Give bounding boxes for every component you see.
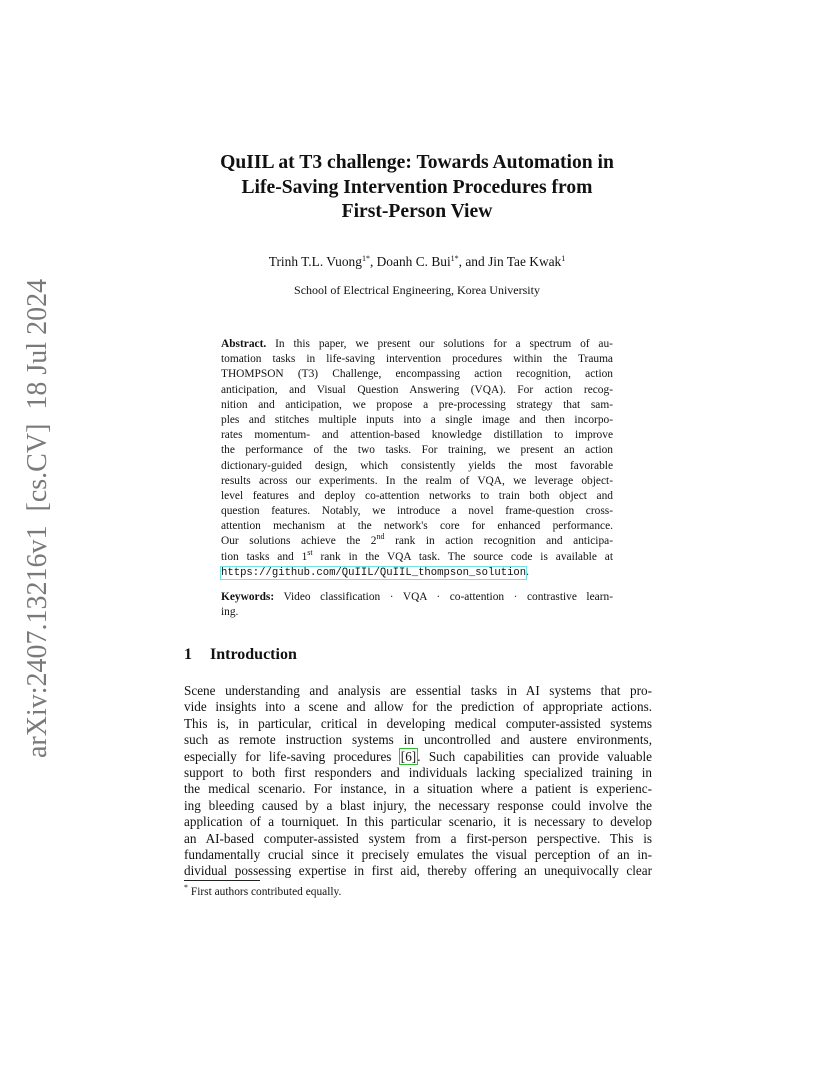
author-affil-mark: 1* (450, 254, 459, 263)
intro-line: This is, in particular, critical in developing medical computer-assisted systems (184, 715, 652, 731)
arxiv-category: [cs.CV] (22, 423, 53, 512)
author-affil-mark: 1* (361, 254, 370, 263)
arxiv-id: arXiv:2407.13216v1 (22, 525, 53, 758)
keywords (221, 590, 613, 620)
intro-line (184, 749, 652, 765)
source-code-link[interactable]: https://github.com/QuIIL/QuIIL_thompson_solution (221, 566, 527, 579)
abstract-line: question features. Notably, we introduce a novel frame-question cross- (221, 505, 613, 518)
footnote-text: First authors contributed equally. (190, 886, 342, 898)
footnote-rule (184, 880, 260, 881)
abstract-text: rank in action recognition and anticipa- (384, 535, 614, 548)
intro-line: such as remote instruction systems in uncontrolled and austere environments, (184, 732, 652, 748)
abstract-line: rates momentum- and attention-based knowledge distillation to improve (221, 429, 613, 442)
intro-line: dividual possessing expertise in first aid, thereby offering an unequivocally clear (184, 863, 652, 879)
title-line: First-Person View (341, 201, 493, 222)
citation-link[interactable]: [6] (400, 748, 417, 764)
abstract-line (221, 337, 613, 352)
abstract-line: ples and stitches multiple inputs into a single image and then incorpo- (221, 413, 613, 426)
intro-line: fundamentally crucial since it precisely emulates the visual perception of an in- (184, 846, 652, 862)
abstract-line (221, 534, 613, 549)
intro-line: ing bleeding caused by a blast injury, the necessary response could involve the (184, 797, 652, 813)
abstract-line: nition and anticipation, we propose a pre-processing strategy that sam- (221, 398, 613, 411)
abstract-line: attention mechanism at the network's core for enhanced performance. (221, 520, 613, 533)
abstract-text: . (526, 565, 530, 578)
abstract-line: tomation tasks in life-saving intervention procedures within the Trauma (221, 353, 613, 366)
abstract-text: In this paper, we present our solutions for a spectrum of au- (275, 338, 613, 350)
title-line: QuIIL at T3 challenge: Towards Automation in (220, 152, 614, 173)
abstract-line (221, 565, 613, 580)
abstract-line: dictionary-guided design, which consistently yields the most favorable (221, 459, 613, 472)
footnote (184, 883, 342, 898)
affiliation: School of Electrical Engineering, Korea University (294, 283, 540, 297)
section-heading (184, 646, 297, 664)
author-separator: , and (458, 254, 489, 269)
keywords-line: ing. (221, 606, 239, 619)
intro-line: support to both first responders and individuals lacking specialized training in (184, 764, 652, 780)
section-number: 1 (184, 646, 192, 663)
abstract-line (221, 547, 613, 565)
abstract-line: the performance of the two tasks. For training, we present an action (221, 444, 613, 457)
intro-line: Scene understanding and analysis are essential tasks in AI systems that pro- (184, 683, 652, 698)
arxiv-date: 18 Jul 2024 (22, 278, 53, 410)
author-affil-mark: 1 (561, 254, 566, 263)
author-list (184, 254, 650, 270)
keywords-line (221, 590, 613, 605)
abstract-text: rank in the VQA task. The source code is available at (312, 550, 613, 563)
abstract-label: Abstract. (221, 338, 267, 350)
abstract-line: level features and deploy co-attention networks to train both object and (221, 489, 613, 502)
intro-line: the medical scenario. For instance, in a situation where a patient is experienc- (184, 781, 652, 797)
intro-line: vide insights into a scene and allow for the prediction of appropriate actions. (184, 699, 652, 715)
footnote-mark: * (184, 883, 188, 892)
keywords-label: Keywords: (221, 591, 275, 603)
abstract-line: THOMPSON (T3) Challenge, encompassing action recognition, action (221, 368, 613, 381)
author-separator: , (369, 254, 377, 269)
intro-paragraph (184, 683, 652, 880)
abstract-line: results across our experiments. In the realm of VQA, we leverage object- (221, 474, 613, 487)
abstract-text: tion tasks and 1 (221, 550, 308, 563)
abstract-text: Our solutions achieve the 2 (221, 535, 377, 548)
intro-line: an AI-based computer-assisted system from a first-person perspective. This is (184, 830, 652, 846)
ordinal-sup: nd (376, 532, 385, 542)
intro-line: application of a tourniquet. In this particular scenario, it is necessary to develop (184, 814, 652, 830)
intro-text: especially for life-saving procedures (184, 748, 400, 764)
abstract (221, 337, 613, 580)
author-name: Trinh T.L. Vuong (268, 254, 362, 269)
paper-title (184, 151, 650, 225)
section-title: Introduction (210, 646, 297, 663)
ordinal-sup: st (307, 547, 313, 557)
abstract-line: anticipation, and Visual Question Answering (VQA). For action recog- (221, 383, 613, 396)
author-name: Jin Tae Kwak (488, 254, 562, 269)
title-line: Life-Saving Intervention Procedures from (241, 176, 593, 198)
arxiv-sidebar-stamp (22, 278, 54, 758)
intro-text: . Such capabilities can provide valuable (417, 748, 652, 764)
keywords-text: Video classification · VQA · co-attention · contrastive learn- (283, 591, 613, 603)
author-name: Doanh C. Bui (376, 254, 451, 269)
